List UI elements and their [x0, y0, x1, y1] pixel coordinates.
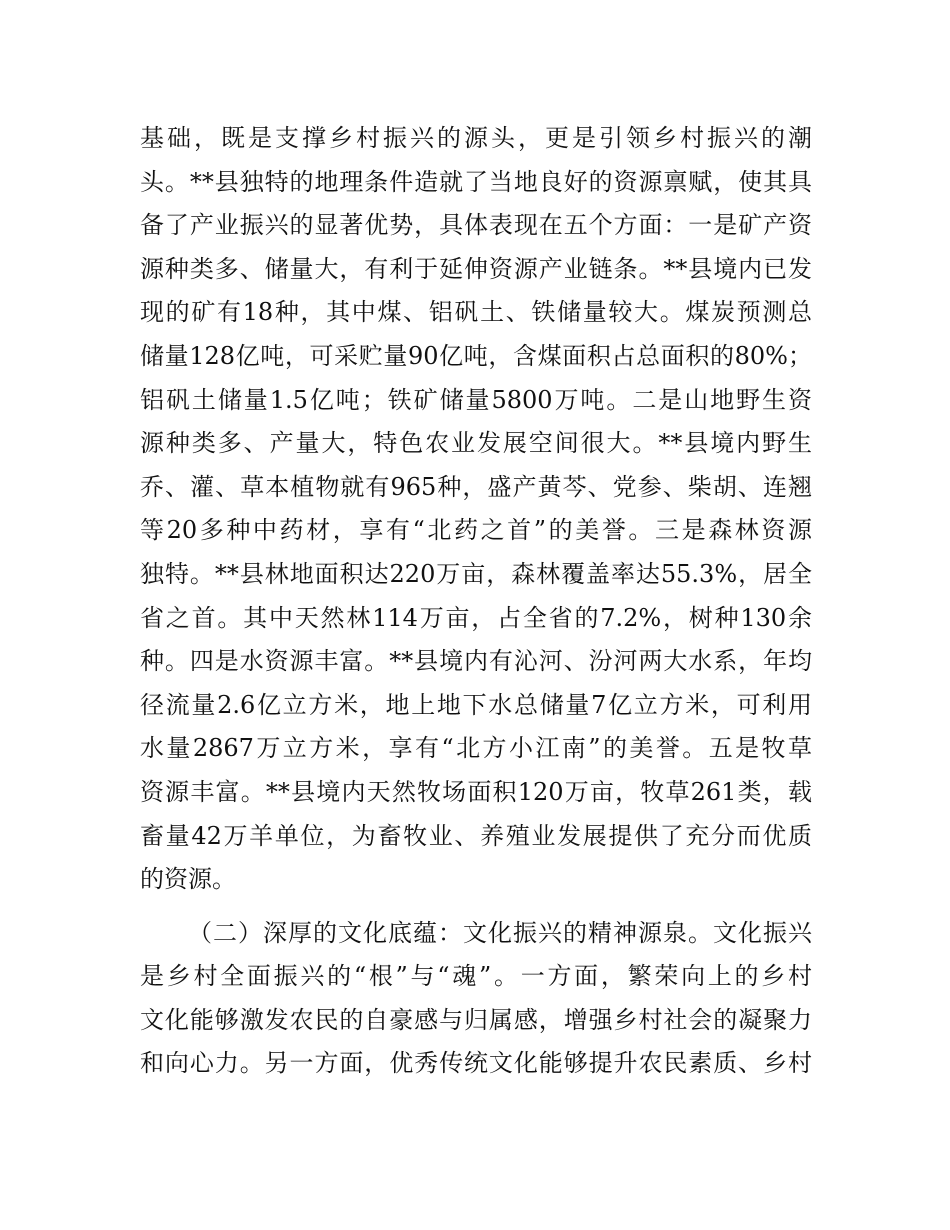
text-line: 等20多种中药材，享有“北药之首”的美誉。三是森林资源 — [140, 516, 812, 545]
document-body — [140, 117, 812, 1086]
text-line: 头。**县独特的地理条件造就了当地良好的资源禀赋，使其具 — [140, 167, 812, 196]
text-line: 的资源。 — [140, 865, 236, 894]
text-line: 现的矿有18种，其中煤、铝矾土、铁储量较大。煤炭预测总 — [140, 298, 812, 327]
text-line: 畜量42万羊单位，为畜牧业、养殖业发展提供了充分而优质 — [140, 821, 812, 850]
text-line: 基础，既是支撑乡村振兴的源头，更是引领乡村振兴的潮 — [140, 124, 812, 152]
text-line: 储量128亿吨，可采贮量90亿吨，含煤面积占总面积的80%； — [140, 341, 812, 370]
text-line: 资源丰富。**县境内天然牧场面积120万亩，牧草261类，载 — [140, 777, 812, 806]
paragraph-resources — [140, 117, 812, 902]
text-line: 和向心力。另一方面，优秀传统文化能够提升农民素质、乡村 — [140, 1049, 812, 1078]
text-line: 乔、灌、草本植物就有965种，盛产黄芩、党参、柴胡、连翘 — [140, 472, 812, 501]
text-line: 文化能够激发农民的自豪感与归属感，增强乡村社会的凝聚力 — [140, 1005, 812, 1034]
text-line: 种。四是水资源丰富。**县境内有沁河、汾河两大水系，年均 — [140, 647, 812, 676]
text-line: 是乡村全面振兴的“根”与“魂”。一方面，繁荣向上的乡村 — [140, 962, 812, 991]
text-line: 省之首。其中天然林114万亩，占全省的7.2%，树种130余 — [140, 603, 812, 632]
text-line: 铝矾土储量1.5亿吨；铁矿储量5800万吨。二是山地野生资 — [140, 385, 812, 414]
text-line: 源种类多、储量大，有利于延伸资源产业链条。**县境内已发 — [140, 254, 812, 283]
paragraph-culture — [140, 912, 812, 1086]
text-line: 备了产业振兴的显著优势，具体表现在五个方面：一是矿产资 — [140, 211, 812, 240]
text-line: （二）深厚的文化底蕴：文化振兴的精神源泉。文化振兴 — [188, 918, 812, 947]
text-line: 独特。**县林地面积达220万亩，森林覆盖率达55.3%，居全 — [140, 559, 812, 588]
text-line: 水量2867万立方米，享有“北方小江南”的美誉。五是牧草 — [140, 734, 812, 763]
paragraph-gap — [140, 902, 812, 912]
text-line: 径流量2.6亿立方米，地上地下水总储量7亿立方米，可利用 — [140, 690, 812, 719]
text-line: 源种类多、产量大，特色农业发展空间很大。**县境内野生 — [140, 429, 812, 458]
